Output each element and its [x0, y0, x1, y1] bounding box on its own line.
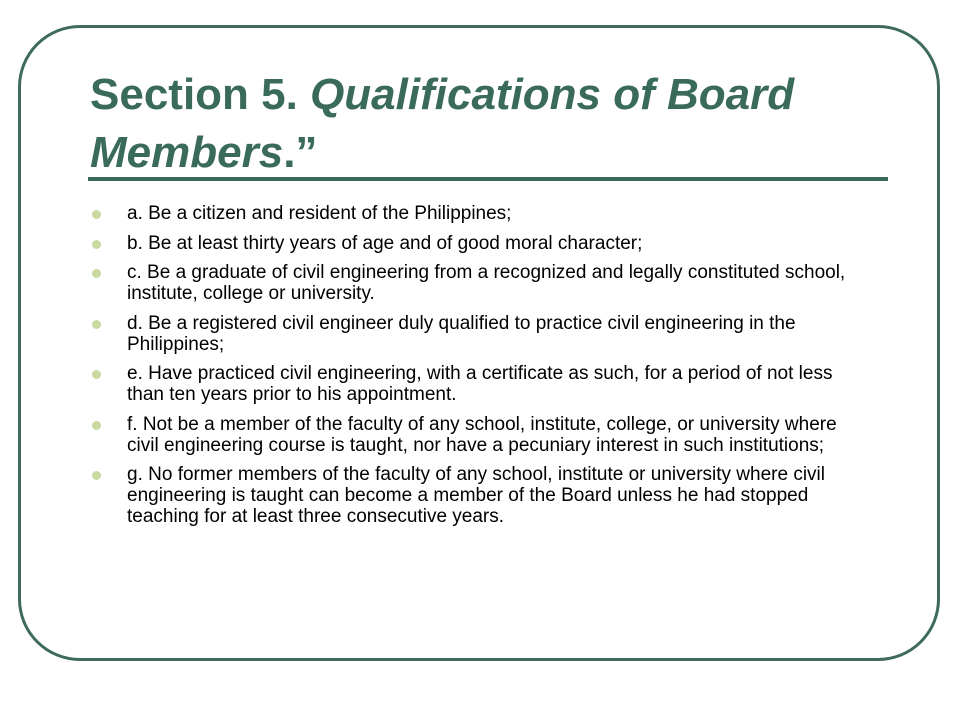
- bullet-dot-icon: [92, 269, 101, 278]
- bullet-item: [92, 203, 852, 224]
- title-heading-italic: Qualifications of Board Members: [90, 70, 795, 177]
- bullet-dot-icon: [92, 471, 101, 480]
- bullet-dot-icon: [92, 421, 101, 430]
- bullet-text: g. No former members of the faculty of any school, institute or university where civil engineering is taught can become a member of the Board unless he had stopped teaching for at least three consecutive years.: [127, 464, 825, 527]
- bullet-dot-icon: [92, 210, 101, 219]
- bullet-dot-icon: [92, 370, 101, 379]
- bullet-item: [92, 233, 852, 254]
- bullet-dot-icon: [92, 240, 101, 249]
- title-closing-punctuation: .”: [283, 128, 318, 177]
- title-section-label: Section 5.: [90, 70, 311, 119]
- bullet-item: [92, 464, 852, 527]
- slide-title: [90, 66, 850, 182]
- bullet-text: f. Not be a member of the faculty of any school, institute, college, or university where civil engineering course is taught, nor have a pecuniary interest in such institutions;: [127, 413, 837, 456]
- bullet-dot-icon: [92, 320, 101, 329]
- bullet-text: c. Be a graduate of civil engineering from a recognized and legally constituted school, institute, college or university.: [127, 262, 846, 304]
- bullet-text: a. Be a citizen and resident of the Philippines;: [127, 203, 512, 224]
- bullet-item: [92, 262, 852, 304]
- bullet-item: [92, 414, 852, 456]
- bullet-item: [92, 313, 852, 355]
- bullet-list: [92, 203, 852, 536]
- bullet-text: b. Be at least thirty years of age and of good moral character;: [127, 232, 643, 254]
- title-underline: [88, 177, 888, 181]
- bullet-item: [92, 363, 852, 405]
- bullet-text: d. Be a registered civil engineer duly qualified to practice civil engineering in the Philippines;: [127, 312, 796, 355]
- bullet-text: e. Have practiced civil engineering, with a certificate as such, for a period of not less than ten years prior to his appointment.: [127, 363, 833, 405]
